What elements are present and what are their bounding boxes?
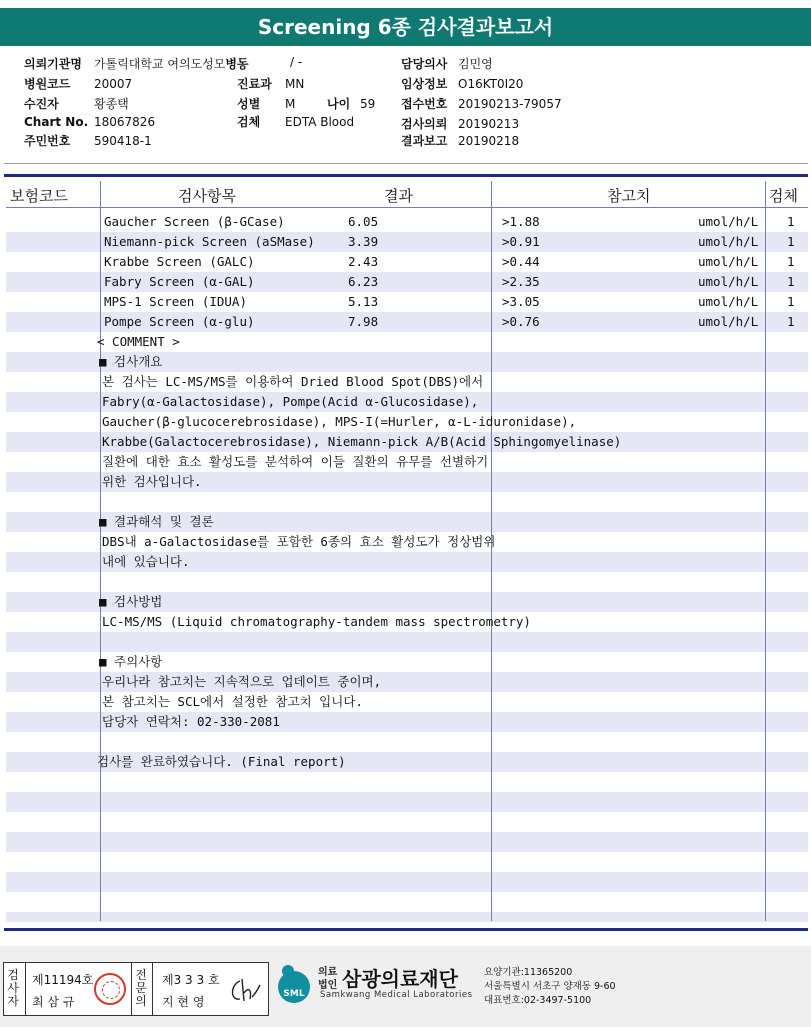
info-rrn: 주민번호 590418-1	[24, 134, 152, 148]
table-top-border	[4, 174, 808, 177]
table-bottom-border	[4, 928, 808, 931]
row-result: 2.43	[348, 254, 379, 269]
specialist-license: 제3 3 3 호	[162, 973, 220, 987]
comment-line: 내에 있습니다.	[102, 554, 190, 569]
header-result: 결과	[384, 187, 413, 205]
header-test-item: 검사항목	[178, 187, 236, 205]
row-result: 6.05	[348, 214, 379, 229]
signature-box	[3, 962, 269, 1016]
section-heading: ■ 검사개요	[99, 354, 163, 369]
header-insurance-code: 보험코드	[10, 187, 68, 205]
comment-line: DBS내 a-Galactosidase를 포함한 6종의 효소 활성도가 정상범위	[102, 534, 496, 549]
header-reference: 참고치	[607, 187, 651, 205]
info-patient: 수진자 황종택	[24, 97, 129, 111]
row-specimen: 1	[787, 234, 795, 249]
final-report-note: 검사를 완료하였습니다. (Final report)	[97, 754, 346, 769]
tester-name: 최 삼 규	[32, 995, 75, 1009]
row-reference: >3.05	[502, 294, 540, 309]
info-request: 검사의뢰 20190213	[401, 117, 520, 131]
info-clinical: 임상정보 O16KT0I20	[401, 77, 524, 91]
column-divider	[100, 181, 101, 921]
tester-seal-stamp	[94, 973, 126, 1005]
specialist-signature	[226, 975, 262, 1005]
row-unit: umol/h/L	[698, 254, 759, 269]
section-heading: ■ 주의사항	[99, 654, 163, 669]
row-unit: umol/h/L	[698, 274, 759, 289]
row-specimen: 1	[787, 274, 795, 289]
row-result: 5.13	[348, 294, 379, 309]
comment-title: < COMMENT >	[97, 334, 180, 349]
info-chart: Chart No. 18067826	[24, 115, 156, 129]
row-test-item: MPS-1 Screen (IDUA)	[104, 294, 247, 309]
row-test-item: Fabry Screen (α-GAL)	[104, 274, 255, 289]
column-divider	[765, 181, 766, 921]
comment-line: 담당자 연락처: 02-330-2081	[102, 714, 280, 729]
logo-badge-text: SML	[283, 989, 305, 999]
row-test-item: Niemann-pick Screen (aSMase)	[104, 234, 315, 249]
info-divider	[4, 163, 808, 164]
row-result: 7.98	[348, 314, 379, 329]
row-result: 3.39	[348, 234, 379, 249]
row-reference: >1.88	[502, 214, 540, 229]
row-result: 6.23	[348, 274, 379, 289]
specialist-name: 지 현 영	[162, 995, 205, 1009]
row-unit: umol/h/L	[698, 294, 759, 309]
row-reference: >0.91	[502, 234, 540, 249]
comment-line: Krabbe(Galactocerebrosidase), Niemann-pick A/B(Acid Sphingomyelinase)	[102, 434, 622, 449]
comment-line: 위한 검사입니다.	[102, 474, 202, 489]
row-test-item: Gaucher Screen (β-GCase)	[104, 214, 285, 229]
info-age: 나이 59	[327, 97, 376, 111]
section-heading: ■ 검사방법	[99, 594, 163, 609]
row-specimen: 1	[787, 214, 795, 229]
header-specimen: 검체	[769, 187, 798, 205]
info-report: 결과보고 20190218	[401, 134, 520, 148]
info-hospital-code: 병원코드 20007	[24, 77, 133, 91]
org-english-name: Samkwang Medical Laboratories	[320, 990, 473, 1000]
info-sex: 성별 M	[237, 97, 296, 111]
row-specimen: 1	[787, 294, 795, 309]
row-test-item: Krabbe Screen (GALC)	[104, 254, 255, 269]
row-specimen: 1	[787, 254, 795, 269]
org-name: 삼광의료재단	[342, 967, 458, 991]
section-heading: ■ 결과해석 및 결론	[99, 514, 214, 529]
info-hospital: 의뢰기관명 가톨릭대학교 여의도성모병동	[24, 57, 249, 71]
sml-logo	[272, 963, 316, 1007]
row-reference: >2.35	[502, 274, 540, 289]
org-phone: 대표번호:02-3497-5100	[484, 995, 592, 1006]
row-reference: >0.44	[502, 254, 540, 269]
row-unit: umol/h/L	[698, 234, 759, 249]
row-reference: >0.76	[502, 314, 540, 329]
row-specimen: 1	[787, 314, 795, 329]
row-unit: umol/h/L	[698, 214, 759, 229]
tester-label: 검사자	[7, 968, 19, 1008]
comment-line: 질환에 대한 효소 활성도를 분석하여 이들 질환의 유무를 선별하기	[102, 454, 489, 469]
info-ward: / -	[290, 55, 303, 69]
report-title: Screening 6종 검사결과보고서	[0, 8, 811, 46]
comment-line: Gaucher(β-glucocerebrosidase), MPS-I(=Hurler, α-L-iduronidase),	[102, 414, 577, 429]
info-receipt: 접수번호 20190213-79057	[401, 97, 562, 111]
comment-line: 본 검사는 LC-MS/MS를 이용하여 Dried Blood Spot(DBS)에서	[102, 374, 484, 389]
info-dept: 진료과 MN	[237, 77, 305, 91]
comment-line: Fabry(α-Galactosidase), Pompe(Acid α-Glucosidase),	[102, 394, 479, 409]
row-test-item: Pompe Screen (α-glu)	[104, 314, 255, 329]
header-underline	[6, 207, 808, 208]
row-unit: umol/h/L	[698, 314, 759, 329]
comment-line: LC-MS/MS (Liquid chromatography-tandem mass spectrometry)	[102, 614, 531, 629]
org-prefix: 의료 법인	[318, 967, 338, 991]
info-doctor: 담당의사 김민영	[401, 57, 493, 71]
org-address: 서울특별시 서초구 양재동 9-60	[484, 981, 616, 992]
institution-code: 요양기관:11365200	[484, 967, 573, 978]
comment-line: 본 참고치는 SCL에서 설정한 참고치 입니다.	[102, 694, 363, 709]
info-specimen: 검체 EDTA Blood	[237, 115, 355, 129]
specialist-label: 전문의	[135, 968, 147, 1008]
tester-license: 제11194호	[32, 973, 94, 987]
comment-line: 우리나라 참고치는 지속적으로 업데이트 중이며,	[102, 674, 382, 689]
org-contact	[484, 966, 616, 1008]
